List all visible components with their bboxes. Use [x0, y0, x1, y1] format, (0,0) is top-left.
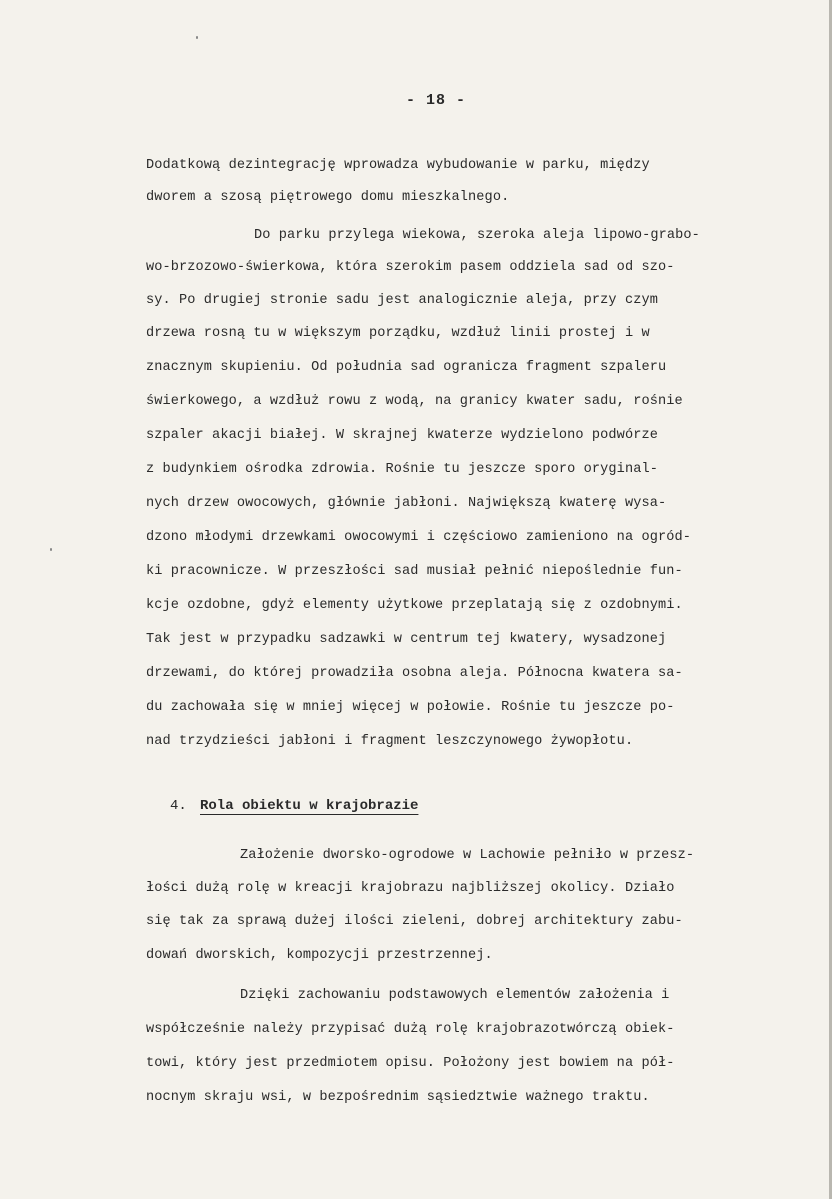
text-line: współcześnie należy przypisać dużą rolę krajobrazotwórczą obiek- — [146, 1022, 675, 1037]
text-line: Dzięki zachowaniu podstawowych elementów założenia i — [240, 988, 670, 1003]
text-line: nych drzew owocowych, głównie jabłoni. Największą kwaterę wysa- — [146, 496, 667, 511]
text-line: dworem a szosą piętrowego domu mieszkalnego. — [146, 190, 510, 205]
text-line: nad trzydzieści jabłoni i fragment leszczynowego żywopłotu. — [146, 734, 634, 749]
text-line: z budynkiem ośrodka zdrowia. Rośnie tu jeszcze sporo oryginal- — [146, 462, 658, 477]
scan-speck — [196, 36, 198, 39]
text-line: drzewa rosną tu w większym porządku, wzdłuż linii prostej i w — [146, 326, 650, 341]
text-line: Dodatkową dezintegrację wprowadza wybudowanie w parku, między — [146, 158, 650, 173]
text-line: Tak jest w przypadku sadzawki w centrum tej kwatery, wysadzonej — [146, 632, 667, 647]
text-line: dzono młodymi drzewkami owocowymi i częściowo zamieniono na ogród- — [146, 530, 691, 545]
text-line: drzewami, do której prowadziła osobna aleja. Północna kwatera sa- — [146, 666, 683, 681]
text-line: dowań dworskich, kompozycji przestrzennej. — [146, 948, 493, 963]
section-number: 4. — [170, 798, 187, 814]
text-line: du zachowała się w mniej więcej w połowie. Rośnie tu jeszcze po- — [146, 700, 675, 715]
text-line: Do parku przylega wiekowa, szeroka aleja lipowo-grabo- — [254, 228, 700, 243]
text-line: szpaler akacji białej. W skrajnej kwaterze wydzielono podwórze — [146, 428, 658, 443]
section-title: Rola obiektu w krajobrazie — [200, 798, 419, 814]
text-line: łości dużą rolę w kreacji krajobrazu najbliższej okolicy. Działo — [146, 881, 675, 896]
text-line: towi, który jest przedmiotem opisu. Położony jest bowiem na pół- — [146, 1056, 675, 1071]
text-line: ki pracownicze. W przeszłości sad musiał pełnić niepoślednie fun- — [146, 564, 683, 579]
text-line: się tak za sprawą dużej ilości zieleni, dobrej architektury zabu- — [146, 914, 683, 929]
scan-speck — [50, 548, 52, 551]
text-line: Założenie dworsko-ogrodowe w Lachowie pełniło w przesz- — [240, 848, 695, 863]
text-line: znacznym skupieniu. Od południa sad ogranicza fragment szpaleru — [146, 360, 667, 375]
text-line: wo-brzozowo-świerkowa, która szerokim pasem oddziela sad od szo- — [146, 260, 675, 275]
text-line: kcje ozdobne, gdyż elementy użytkowe przeplatają się z ozdobnymi. — [146, 598, 683, 613]
text-line: nocnym skraju wsi, w bezpośrednim sąsiedztwie ważnego traktu. — [146, 1090, 650, 1105]
page-number: - 18 - — [405, 92, 466, 109]
text-line: sy. Po drugiej stronie sadu jest analogicznie aleja, przy czym — [146, 293, 658, 308]
text-line: świerkowego, a wzdłuż rowu z wodą, na granicy kwater sadu, rośnie — [146, 394, 683, 409]
